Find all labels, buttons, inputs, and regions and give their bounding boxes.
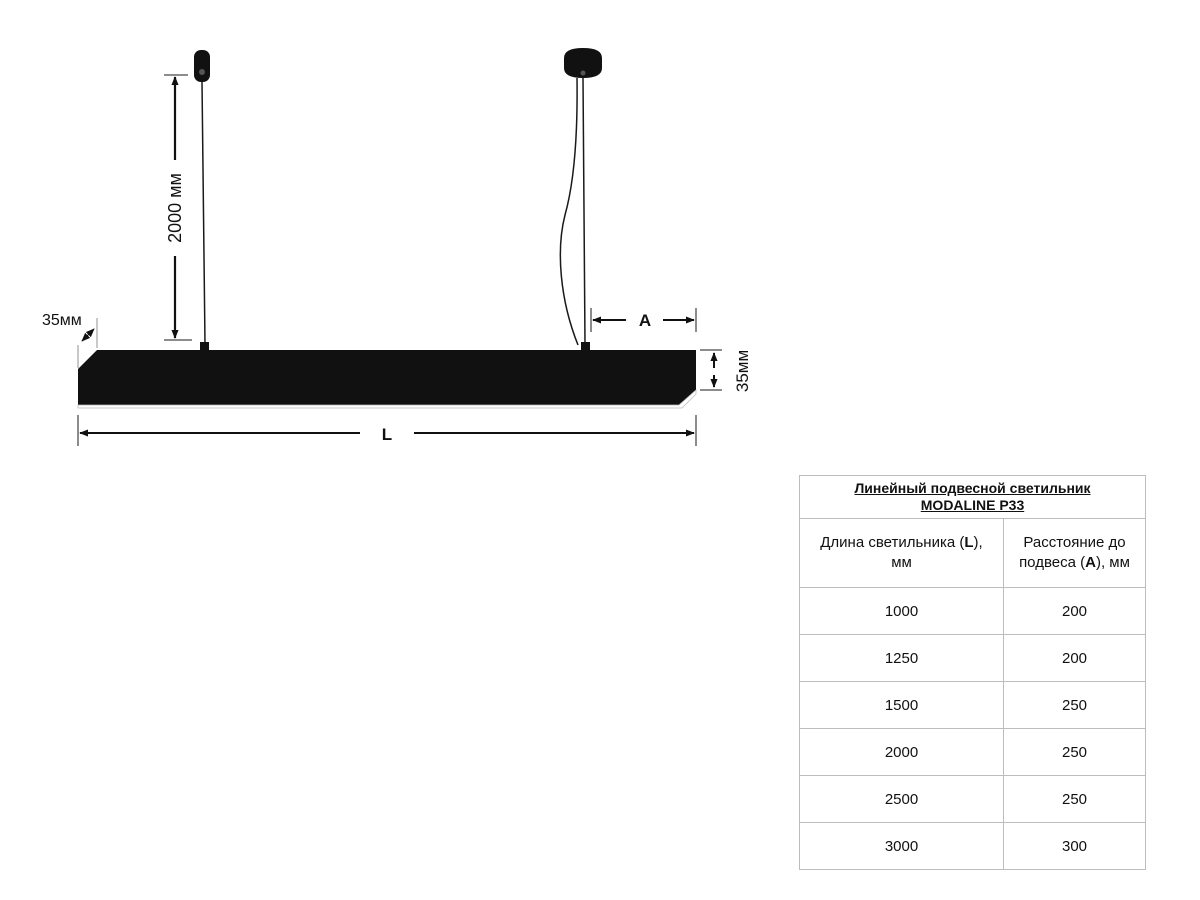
length-cell: 2000 xyxy=(800,729,1004,776)
table-row xyxy=(800,682,1146,729)
offset-symbol-label: A xyxy=(638,311,652,330)
table-title xyxy=(800,476,1146,519)
spec-table xyxy=(799,475,1146,870)
header-length-symbol: L xyxy=(964,534,974,551)
cable-length-dimension xyxy=(164,75,192,340)
length-cell: 1000 xyxy=(800,588,1004,635)
header-offset-suffix: ), мм xyxy=(1095,554,1130,571)
length-cell: 1500 xyxy=(800,682,1004,729)
profile-width-label: 35мм xyxy=(42,312,82,329)
header-offset xyxy=(1004,519,1146,588)
cable-length-label: 2000 мм xyxy=(165,173,185,243)
table-row xyxy=(800,635,1146,682)
offset-cell: 250 xyxy=(1004,682,1146,729)
header-length-text: Длина светильника ( xyxy=(820,534,965,551)
left-suspension-cable xyxy=(202,82,205,344)
offset-dimension xyxy=(591,308,696,332)
header-length-unit: мм xyxy=(891,554,912,571)
offset-cell: 200 xyxy=(1004,588,1146,635)
offset-cell: 250 xyxy=(1004,776,1146,823)
length-dimension xyxy=(78,415,696,446)
length-cell: 1250 xyxy=(800,635,1004,682)
length-symbol-label: L xyxy=(381,425,393,444)
linear-fixture-body xyxy=(78,350,696,408)
table-header-row xyxy=(800,519,1146,588)
right-suspension-cable xyxy=(583,78,585,344)
fixture-drawing xyxy=(0,0,760,460)
table-title-line1: Линейный подвесной светильник xyxy=(854,480,1091,496)
offset-cell: 300 xyxy=(1004,823,1146,870)
header-length xyxy=(800,519,1004,588)
table-row xyxy=(800,588,1146,635)
left-ceiling-mount xyxy=(194,50,210,82)
table-row xyxy=(800,729,1146,776)
table-title-line2: MODALINE P33 xyxy=(920,497,1025,513)
header-offset-line1: Расстояние до xyxy=(1023,534,1126,551)
table-title-row xyxy=(800,476,1146,519)
header-length-suffix: ), xyxy=(973,534,983,551)
offset-cell: 250 xyxy=(1004,729,1146,776)
length-cell: 2500 xyxy=(800,776,1004,823)
right-ceiling-mount xyxy=(564,48,602,78)
length-cell: 3000 xyxy=(800,823,1004,870)
table-row xyxy=(800,776,1146,823)
header-offset-text: подвеса ( xyxy=(1019,554,1086,571)
header-offset-symbol: A xyxy=(1085,554,1096,571)
offset-cell: 200 xyxy=(1004,635,1146,682)
power-cable xyxy=(560,78,578,345)
profile-height-label: 35мм xyxy=(733,349,752,393)
table-row xyxy=(800,823,1146,870)
profile-height-dimension xyxy=(700,350,752,392)
